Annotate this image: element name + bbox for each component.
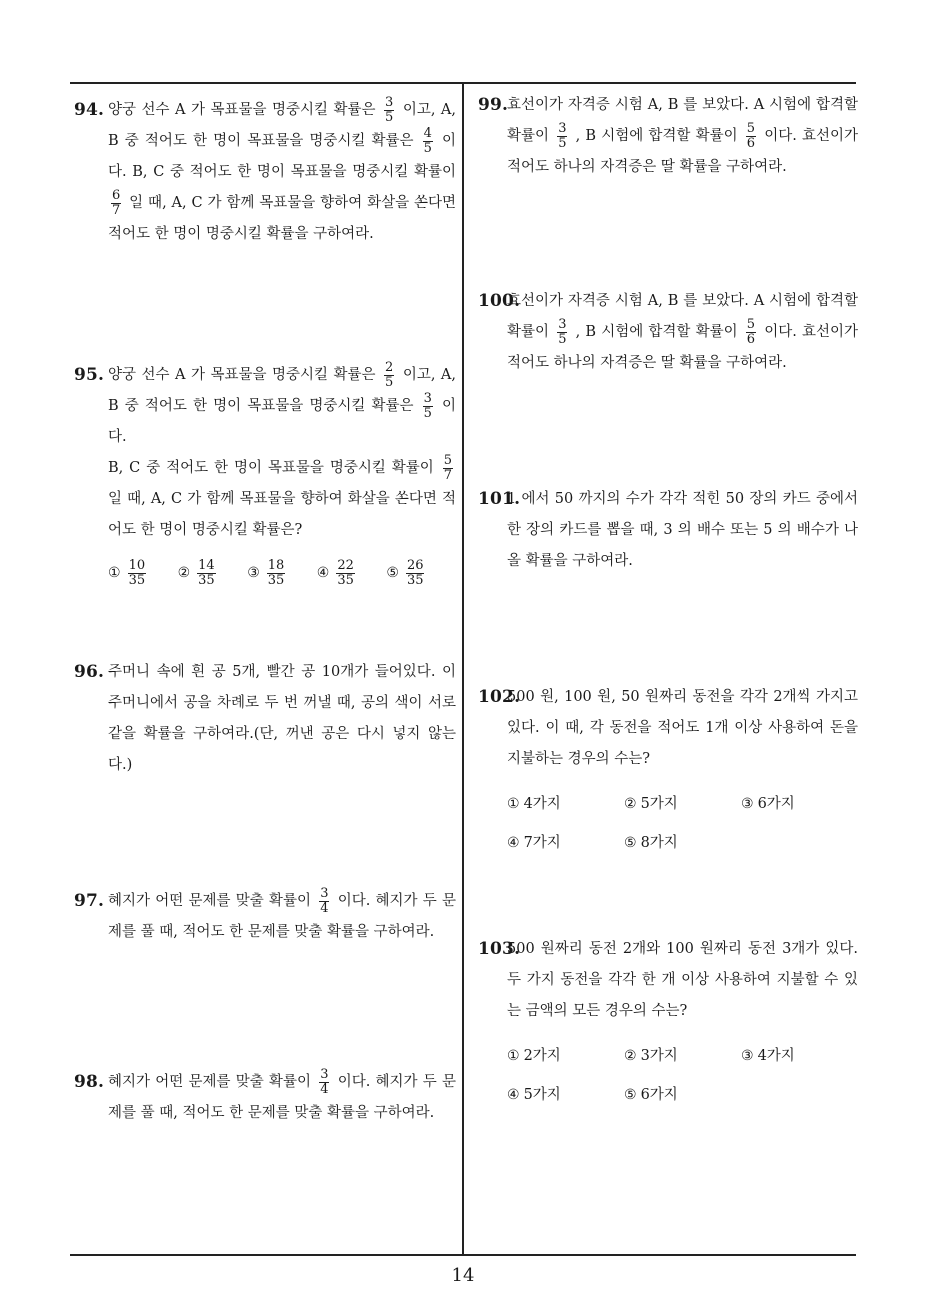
answer-choices-row-2 xyxy=(507,1080,858,1111)
choice-1[interactable]: ① $\frac{10}{35}$ xyxy=(108,558,146,588)
choice-4[interactable]: ④ $\frac{22}{35}$ xyxy=(316,558,354,588)
fraction: $\frac{3}{5}$ xyxy=(558,316,567,347)
problem-101 xyxy=(478,484,858,577)
problem-text: 500 원, 100 원, 50 원짜리 동전을 각각 2개씩 가지고 있다. 이 때, 각 동전을 적어도 1개 이상 사용하여 돈을 지불하는 경우의 수는? ① 4가지 ② 5가지 ③ 6가지 ④ 7가지 ⑤ 8가지 xyxy=(478,682,858,859)
fraction: $\frac{3}{5}$ xyxy=(385,94,394,125)
problem-number: 103. xyxy=(478,939,521,959)
fraction: $\frac{4}{5}$ xyxy=(423,125,432,156)
problem-number: 102. xyxy=(478,687,521,707)
problem-98 xyxy=(74,1067,456,1129)
problem-100 xyxy=(478,286,858,379)
problem-number: 98. xyxy=(74,1072,105,1092)
fraction: $\frac{5}{7}$ xyxy=(443,452,453,483)
problem-number: 94. xyxy=(74,100,105,120)
problem-94 xyxy=(74,95,456,250)
choice-4[interactable]: ④ 5가지 xyxy=(507,1087,561,1103)
choice-3[interactable]: ③ 6가지 xyxy=(741,796,795,812)
problem-number: 97. xyxy=(74,891,105,911)
fraction: $\frac{3}{4}$ xyxy=(320,885,329,916)
problem-text: 500 원짜리 동전 2개와 100 원짜리 동전 3개가 있다. 두 가지 동전을 각각 한 개 이상 사용하여 지불할 수 있는 금액의 모든 경우의 수는? ① 2가지 ② 3가지 ③ 4가지 ④ 5가지 ⑤ 6가지 xyxy=(478,934,858,1111)
answer-choices-row-2 xyxy=(507,828,858,859)
answer-choices-row-1 xyxy=(507,789,858,820)
problem-text: 효선이가 자격증 시험 A, B 를 보았다. A 시험에 합격할 확률이 $\frac{3}{5}$ , B 시험에 합격할 확률이 $\frac{5}{6}$ 이다. 효선이가 적어도 하나의 자격증은 딸 확률을 구하여라. xyxy=(507,293,859,371)
answer-choices-row-1 xyxy=(507,1041,858,1072)
problem-text: 효선이가 자격증 시험 A, B 를 보았다. A 시험에 합격할 확률이 $\frac{3}{5}$ , B 시험에 합격할 확률이 $\frac{5}{6}$ 이다. 효선이가 적어도 하나의 자격증은 딸 확률을 구하여라. xyxy=(507,97,859,175)
choice-1[interactable]: ① 4가지 xyxy=(507,796,561,812)
answer-choices xyxy=(108,558,456,589)
problem-97 xyxy=(74,886,456,948)
problem-text: 1 에서 50 까지의 수가 각각 적힌 50 장의 카드 중에서 한 장의 카드를 뽑을 때, 3 의 배수 또는 5 의 배수가 나올 확률을 구하여라. xyxy=(507,491,858,569)
choice-5[interactable]: ⑤ 8가지 xyxy=(624,835,678,851)
problem-number: 99. xyxy=(478,95,509,115)
problem-text: 양궁 선수 A 가 목표물을 명중시킬 확률은 $\frac{2}{5}$ 이고, A, B 중 적어도 한 명이 목표물을 명중시킬 확률은 $\frac{3}{5}$ 이다. B, C 중 적어도 한 명이 목표물을 명중시킬 확률이 $\frac{5}{7}$ 일 때, A, C 가 함께 목표물을 향하여 화살을 쏜다면 적어도 한 명이 명중시킬 확률은? ① $\frac{10}{35}$ ② $\frac{14}{35}$ ③ $\frac{18}{35}$ ④ $\frac{22}{35}$ ⑤ $\frac{26}{35}$ xyxy=(108,359,457,588)
problem-number: 95. xyxy=(74,365,105,385)
fraction: $\frac{5}{6}$ xyxy=(746,120,756,151)
problem-text: 혜지가 어떤 문제를 맞출 확률이 $\frac{3}{4}$ 이다. 혜지가 두 문제를 풀 때, 적어도 한 문제를 맞출 확률을 구하여라. xyxy=(108,1066,456,1121)
problem-number: 101. xyxy=(478,489,521,509)
problem-text: 혜지가 어떤 문제를 맞출 확률이 $\frac{3}{4}$ 이다. 혜지가 두 문제를 풀 때, 적어도 한 문제를 맞출 확률을 구하여라. xyxy=(108,885,456,940)
problem-text: 양궁 선수 A 가 목표물을 명중시킬 확률은 $\frac{3}{5}$ 이고, A, B 중 적어도 한 명이 목표물을 명중시킬 확률은 $\frac{4}{5}$ 이다. B, C 중 적어도 한 명이 목표물을 명중시킬 확률이 $\frac{6}{7}$ 일 때, A, C 가 함께 목표물을 향하여 화살을 쏜다면 적어도 한 명이 명중시킬 확률을 구하여라. xyxy=(108,94,457,242)
problem-96 xyxy=(74,657,456,781)
fraction: $\frac{5}{6}$ xyxy=(746,316,756,347)
fraction: $\frac{3}{5}$ xyxy=(558,120,567,151)
choice-5[interactable]: ⑤ $\frac{26}{35}$ xyxy=(386,558,424,588)
choice-3[interactable]: ③ 4가지 xyxy=(741,1048,795,1064)
problem-number: 100. xyxy=(478,291,521,311)
choice-1[interactable]: ① 2가지 xyxy=(507,1048,561,1064)
problem-103 xyxy=(478,934,858,1111)
choice-2[interactable]: ② 3가지 xyxy=(624,1048,678,1064)
fraction: $\frac{3}{4}$ xyxy=(320,1066,329,1097)
problem-95 xyxy=(74,360,456,589)
fraction: $\frac{2}{5}$ xyxy=(385,359,394,390)
problem-text: 주머니 속에 흰 공 5개, 빨간 공 10개가 들어있다. 이 주머니에서 공을 차례로 두 번 꺼낼 때, 공의 색이 서로 같을 확률을 구하여라.(단, 꺼낸 공은 다시 넣지 않는다.) xyxy=(108,664,456,773)
fraction: $\frac{3}{5}$ xyxy=(423,390,432,421)
choice-4[interactable]: ④ 7가지 xyxy=(507,835,561,851)
problem-number: 96. xyxy=(74,662,105,682)
problem-99 xyxy=(478,90,858,183)
choice-2[interactable]: ② $\frac{14}{35}$ xyxy=(177,558,215,588)
choice-2[interactable]: ② 5가지 xyxy=(624,796,678,812)
page-number: 14 xyxy=(451,1265,475,1286)
problem-102 xyxy=(478,682,858,859)
column-divider xyxy=(462,82,464,1255)
fraction: $\frac{6}{7}$ xyxy=(112,187,121,218)
choice-5[interactable]: ⑤ 6가지 xyxy=(624,1087,678,1103)
choice-3[interactable]: ③ $\frac{18}{35}$ xyxy=(247,558,285,588)
